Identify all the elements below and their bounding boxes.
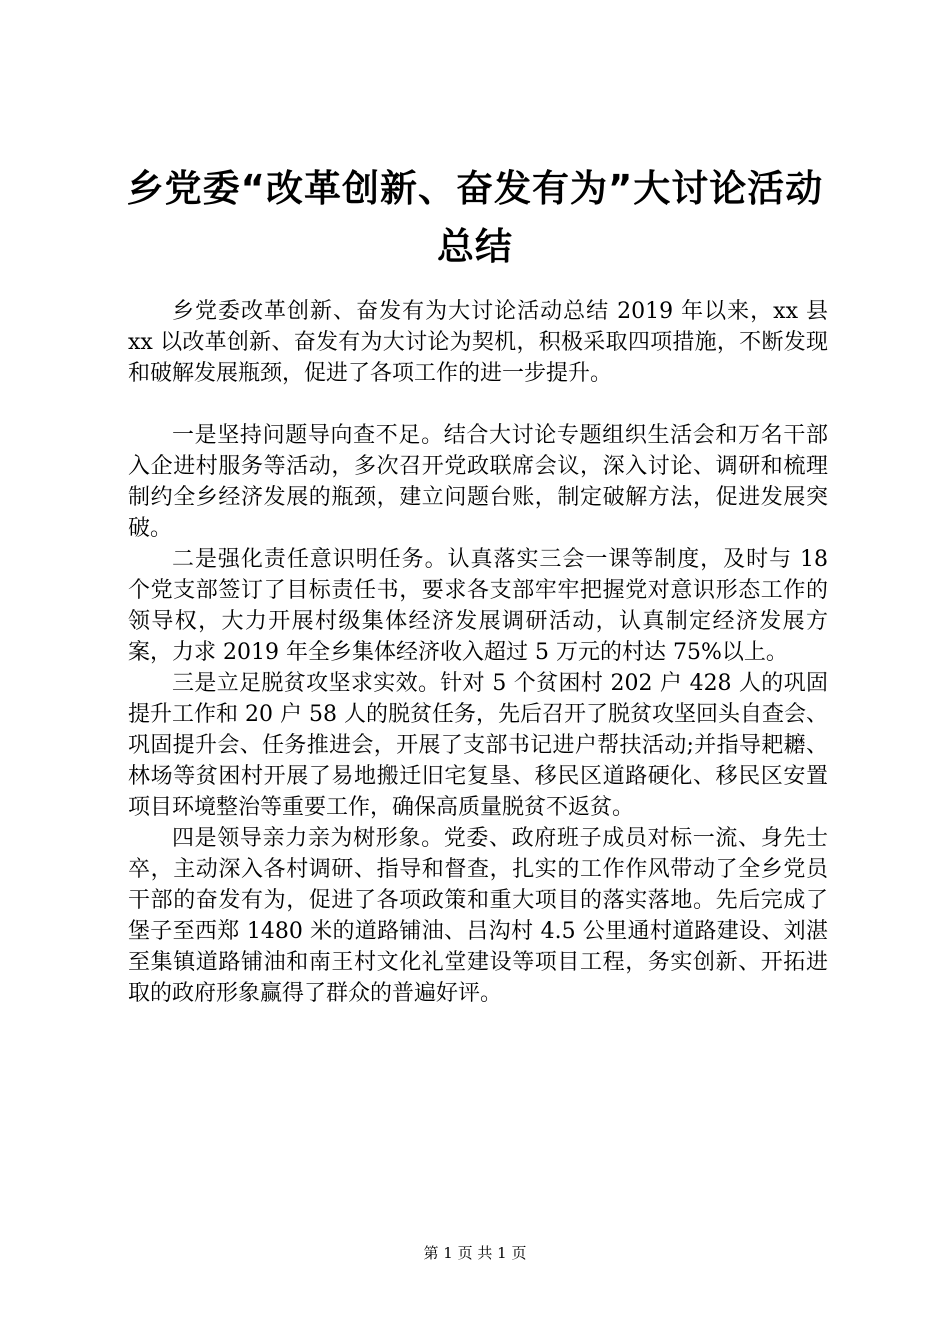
paragraph-point-3: 三是立足脱贫攻坚求实效。针对 5 个贫困村 202 户 428 人的巩固提升工作和 20 户 58 人的脱贫任务，先后召开了脱贫攻坚回头自查会、巩固提升会、任务推进会，开展了支部书记进户帮扶活动;并指导耙耱、林场等贫困村开展了易地搬迁旧宅复垦、移民区道路硬化、移民区安置项目环境整治等重要工作，确保高质量脱贫不返贫。 bbox=[128, 671, 828, 820]
paragraph-point-1: 一是坚持问题导向查不足。结合大讨论专题组织生活会和万名干部入企进村服务等活动，多次召开党政联席会议，深入讨论、调研和梳理制约全乡经济发展的瓶颈，建立问题台账，制定破解方法，促进发展突破。 bbox=[128, 423, 828, 541]
paragraph-point-4: 四是领导亲力亲为树形象。党委、政府班子成员对标一流、身先士卒，主动深入各村调研、指导和督查，扎实的工作作风带动了全乡党员干部的奋发有为，促进了各项政策和重大项目的落实落地。先后完成了堡子至西郑 1480 米的道路铺油、吕沟村 4.5 公里通村道路建设、刘湛至集镇道路铺油和南王村文化礼堂建设等项目工程，务实创新、开拓进取的政府形象赢得了群众的普遍好评。 bbox=[128, 826, 828, 1006]
paragraph-intro: 乡党委改革创新、奋发有为大讨论活动总结 2019 年以来，xx 县 xx 以改革创新、奋发有为大讨论为契机，积极采取四项措施，不断发现和破解发展瓶颈，促进了各项工作的进一步提升。 bbox=[128, 299, 828, 386]
page-number-footer: 第 1 页 共 1 页 bbox=[423, 1244, 527, 1262]
paragraph-point-2: 二是强化责任意识明任务。认真落实三会一课等制度，及时与 18 个党支部签订了目标责任书，要求各支部牢牢把握党对意识形态工作的领导权，大力开展村级集体经济发展调研活动，认真制定经济发展方案，力求 2019 年全乡集体经济收入超过 5 万元的村达 75%以上。 bbox=[128, 547, 828, 665]
document-body bbox=[128, 296, 828, 1009]
page-title: 乡党委“改革创新、奋发有为”大讨论活动总结 bbox=[126, 167, 824, 268]
